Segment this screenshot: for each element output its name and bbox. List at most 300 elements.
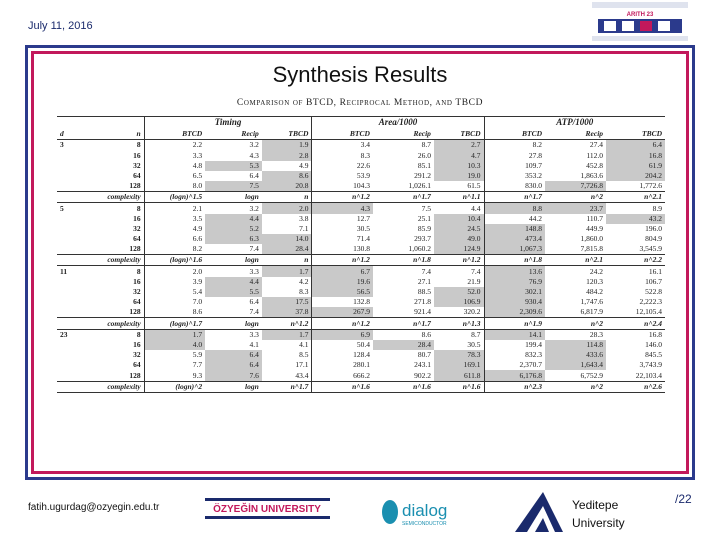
complexity-blank xyxy=(57,318,81,329)
value-cell: 267.9 xyxy=(312,307,373,318)
complexity-cell: (logn)^2 xyxy=(144,381,205,392)
value-cell: 88.5 xyxy=(417,287,431,296)
value-cell: 1,860.0 xyxy=(580,234,604,244)
n-cell: 8 xyxy=(136,203,141,213)
value-cell: 3.8 xyxy=(299,213,309,223)
value-cell: 124.9 xyxy=(434,244,484,255)
value-cell: 7,815.8 xyxy=(580,244,604,254)
complexity-cell: n^1.6 xyxy=(434,381,484,392)
value-cell: 1,026.1 xyxy=(408,181,431,191)
value-cell: 44.2 xyxy=(484,214,545,224)
value-cell: 2.2 xyxy=(144,140,205,151)
complexity-cell: n^2.3 xyxy=(484,381,545,392)
n-cell: 128 xyxy=(129,370,141,380)
value-cell: 24.5 xyxy=(434,224,484,234)
yeditepe-logo xyxy=(513,490,565,534)
n-cell: 64 xyxy=(133,297,141,307)
value-cell: 2,370.7 xyxy=(484,360,545,370)
corner-header xyxy=(57,117,144,130)
group-area: Area/1000 xyxy=(312,117,484,130)
value-cell: 8.6 xyxy=(262,171,312,181)
value-cell: 14.0 xyxy=(262,234,312,244)
complexity-cell: n^1.7 xyxy=(373,192,434,203)
value-cell: 1,643.4 xyxy=(545,360,606,370)
value-cell: 8.3 xyxy=(299,287,309,296)
value-cell: 2.7 xyxy=(434,140,484,151)
complexity-row xyxy=(57,255,665,266)
complexity-cell: n^1.8 xyxy=(373,255,434,266)
value-cell: 78.3 xyxy=(434,350,484,360)
value-cell: 291.2 xyxy=(414,170,431,180)
value-cell: 19.0 xyxy=(434,171,484,181)
value-cell: 8.7 xyxy=(471,329,481,339)
value-cell: 7,726.8 xyxy=(545,181,606,192)
depth-cell: 3 xyxy=(60,140,64,150)
column-header: Recip xyxy=(241,129,259,139)
value-cell: 16.1 xyxy=(648,266,662,276)
value-cell: 23.7 xyxy=(545,203,606,214)
value-cell: 2,309.6 xyxy=(484,307,545,318)
value-cell: 8.5 xyxy=(299,350,309,360)
table-row xyxy=(57,277,665,287)
depth-cell xyxy=(57,150,81,160)
value-cell: 1.7 xyxy=(262,329,312,340)
value-cell: 8.6 xyxy=(144,307,205,318)
value-cell: 37.8 xyxy=(262,307,312,318)
table-row xyxy=(57,340,665,350)
complexity-cell: n xyxy=(262,192,312,203)
value-cell: 27.8 xyxy=(484,150,545,160)
value-cell: 4.8 xyxy=(144,161,205,171)
complexity-cell: n^2.1 xyxy=(545,255,606,266)
table-row xyxy=(57,214,665,224)
complexity-cell: logn xyxy=(205,318,262,329)
value-cell: 666.2 xyxy=(312,370,373,381)
value-cell: 902.2 xyxy=(414,370,431,380)
complexity-cell: n^1.3 xyxy=(434,318,484,329)
value-cell: 6.4 xyxy=(249,297,259,307)
table-row xyxy=(57,181,665,192)
complexity-cell: n^2.6 xyxy=(606,381,665,392)
table-row xyxy=(57,140,665,151)
value-cell: 17.1 xyxy=(295,360,309,370)
depth-cell xyxy=(57,307,81,318)
value-cell: 4.4 xyxy=(205,277,262,287)
value-cell: 2,222.3 xyxy=(639,297,662,307)
value-cell: 146.0 xyxy=(645,339,662,349)
column-header: BTCD xyxy=(312,129,373,140)
table-caption: Comparison of BTCD, Reciprocal Method, and TBCD xyxy=(236,98,484,108)
complexity-cell: n^2 xyxy=(545,381,606,392)
value-cell: 3.2 xyxy=(249,140,259,150)
depth-cell xyxy=(57,234,81,244)
value-cell: 5.9 xyxy=(144,350,205,360)
value-cell: 112.0 xyxy=(586,150,604,160)
value-cell: 76.9 xyxy=(484,277,545,287)
value-cell: 16.8 xyxy=(648,329,662,339)
n-cell: 64 xyxy=(133,234,141,244)
table-row xyxy=(57,224,665,234)
value-cell: 110.7 xyxy=(586,213,604,223)
value-cell: 21.9 xyxy=(467,276,481,286)
value-cell: 104.3 xyxy=(312,181,373,192)
value-cell: 22,103.4 xyxy=(635,370,662,380)
table-row xyxy=(57,171,665,181)
table-row xyxy=(57,266,665,277)
value-cell: 3,545.9 xyxy=(639,244,662,254)
complexity-cell: n^1.2 xyxy=(312,255,373,266)
value-cell: 6,752.9 xyxy=(580,370,604,380)
author-email: fatih.ugurdag@ozyegin.edu.tr xyxy=(28,502,160,513)
value-cell: 452.8 xyxy=(586,160,604,170)
complexity-row xyxy=(57,381,665,392)
value-cell: 353.2 xyxy=(484,171,545,181)
value-cell: 28.4 xyxy=(262,244,312,255)
value-cell: 6.4 xyxy=(606,140,665,151)
depth-cell: 11 xyxy=(60,266,68,276)
depth-cell xyxy=(57,214,81,224)
page-number: /22 xyxy=(675,492,692,506)
value-cell: 6.3 xyxy=(205,234,262,244)
n-cell: 8 xyxy=(136,266,141,276)
value-cell: 930.4 xyxy=(484,297,545,307)
value-cell: 7.4 xyxy=(421,266,431,276)
value-cell: 8.6 xyxy=(421,329,431,339)
slide-date: July 11, 2016 xyxy=(28,20,93,32)
group-atp: ATP/1000 xyxy=(484,117,665,130)
value-cell: 845.5 xyxy=(645,350,662,360)
value-cell: 85.1 xyxy=(417,160,431,170)
value-cell: 3.2 xyxy=(249,203,259,213)
yeditepe-line2: University xyxy=(572,516,625,530)
column-header: BTCD xyxy=(484,129,545,140)
complexity-cell: (logn)^1.7 xyxy=(144,318,205,329)
value-cell: 8.9 xyxy=(652,203,662,213)
value-cell: 130.8 xyxy=(312,244,373,255)
value-cell: 13.6 xyxy=(484,266,545,277)
complexity-label: complexity xyxy=(81,192,144,203)
column-header: TBCD xyxy=(288,129,309,139)
depth-cell xyxy=(57,171,81,181)
complexity-cell: n^1.1 xyxy=(434,192,484,203)
table-row xyxy=(57,244,665,255)
value-cell: 2.0 xyxy=(144,266,205,277)
value-cell: 12.7 xyxy=(312,214,373,224)
value-cell: 7.5 xyxy=(421,203,431,213)
value-cell: 1,863.6 xyxy=(580,170,604,180)
value-cell: 148.8 xyxy=(484,224,545,234)
value-cell: 1,060.2 xyxy=(408,244,431,254)
complexity-cell: n^1.2 xyxy=(312,192,373,203)
slide-title: Synthesis Results xyxy=(272,62,448,87)
n-cell: 64 xyxy=(133,170,141,180)
table-row xyxy=(57,203,665,214)
value-cell: 196.0 xyxy=(645,223,662,233)
value-cell: 6.5 xyxy=(144,171,205,181)
value-cell: 2.0 xyxy=(262,203,312,214)
yeditepe-text xyxy=(572,496,625,532)
n-cell: 32 xyxy=(133,287,141,296)
table-row xyxy=(57,370,665,381)
complexity-cell: n^2 xyxy=(545,318,606,329)
value-cell: 114.8 xyxy=(545,340,606,350)
n-cell: 8 xyxy=(136,329,141,339)
value-cell: 25.1 xyxy=(417,213,431,223)
value-cell: 6,176.8 xyxy=(484,370,545,381)
value-cell: 4.3 xyxy=(312,203,373,214)
value-cell: 61.9 xyxy=(606,161,665,171)
yeditepe-line1: Yeditepe xyxy=(572,498,619,512)
value-cell: 50.4 xyxy=(312,340,373,350)
depth-cell xyxy=(57,277,81,287)
value-cell: 4.9 xyxy=(299,160,309,170)
table-row xyxy=(57,161,665,171)
depth-cell xyxy=(57,360,81,370)
ozyegin-university-logo xyxy=(205,494,330,530)
n-cell: 32 xyxy=(133,350,141,360)
column-header: d xyxy=(60,129,64,139)
synthesis-table-container xyxy=(57,116,665,393)
value-cell: 24.2 xyxy=(589,266,604,276)
value-cell: 4.0 xyxy=(144,340,205,350)
value-cell: 10.3 xyxy=(434,161,484,171)
table-row xyxy=(57,329,665,340)
n-cell: 16 xyxy=(133,213,141,223)
column-header: Recip xyxy=(585,129,604,139)
value-cell: 43.4 xyxy=(295,370,309,380)
value-cell: 832.3 xyxy=(484,350,545,360)
complexity-label: complexity xyxy=(81,318,144,329)
value-cell: 28.3 xyxy=(589,329,604,339)
depth-cell xyxy=(57,340,81,350)
value-cell: 7.4 xyxy=(249,307,259,317)
value-cell: 1.9 xyxy=(262,140,312,151)
depth-cell xyxy=(57,370,81,381)
complexity-row xyxy=(57,192,665,203)
value-cell: 5.4 xyxy=(144,287,205,297)
value-cell: 7.4 xyxy=(249,244,259,254)
complexity-cell: n^1.8 xyxy=(484,255,545,266)
table-row xyxy=(57,234,665,244)
value-cell: 8.7 xyxy=(421,140,431,150)
value-cell: 56.5 xyxy=(312,287,373,297)
group-timing: Timing xyxy=(144,117,312,130)
value-cell: 61.5 xyxy=(467,181,481,191)
value-cell: 2.8 xyxy=(262,150,312,160)
value-cell: 43.2 xyxy=(606,214,665,224)
value-cell: 3,743.9 xyxy=(639,360,662,370)
value-cell: 611.8 xyxy=(434,370,484,381)
n-cell: 16 xyxy=(133,276,141,286)
dialog-logo-text: dialog xyxy=(402,501,448,520)
complexity-cell: logn xyxy=(205,381,262,392)
complexity-blank xyxy=(57,192,81,203)
value-cell: 22.6 xyxy=(312,161,373,171)
value-cell: 5.2 xyxy=(205,224,262,234)
value-cell: 4.4 xyxy=(205,214,262,224)
value-cell: 243.1 xyxy=(414,360,431,370)
complexity-cell: n^1.2 xyxy=(312,318,373,329)
value-cell: 4.2 xyxy=(299,276,309,286)
n-cell: 128 xyxy=(129,307,141,317)
value-cell: 7.0 xyxy=(144,297,205,307)
value-cell: 3.3 xyxy=(249,329,259,339)
value-cell: 9.3 xyxy=(144,370,205,381)
value-cell: 27.4 xyxy=(589,140,604,150)
value-cell: 8.2 xyxy=(484,140,545,151)
value-cell: 106.7 xyxy=(645,276,662,286)
dialog-logo-subtext: SEMICONDUCTOR xyxy=(402,521,447,527)
complexity-cell: n xyxy=(262,255,312,266)
depth-cell xyxy=(57,244,81,255)
value-cell: 7.4 xyxy=(471,266,481,276)
complexity-cell: logn xyxy=(205,255,262,266)
value-cell: 169.1 xyxy=(434,360,484,370)
value-cell: 5.5 xyxy=(205,287,262,297)
table-row xyxy=(57,360,665,370)
value-cell: 128.4 xyxy=(312,350,373,360)
value-cell: 14.1 xyxy=(484,329,545,340)
n-cell: 64 xyxy=(133,360,141,370)
complexity-cell: n^1.2 xyxy=(262,318,312,329)
value-cell: 7.5 xyxy=(205,181,262,192)
column-header: Recip xyxy=(413,129,431,139)
complexity-cell: n^2.2 xyxy=(606,255,665,266)
value-cell: 28.4 xyxy=(373,340,434,350)
value-cell: 106.9 xyxy=(434,297,484,307)
value-cell: 320.2 xyxy=(463,307,481,317)
value-cell: 7.7 xyxy=(144,360,205,370)
value-cell: 280.1 xyxy=(312,360,373,370)
column-header: BTCD xyxy=(144,129,205,140)
n-cell: 128 xyxy=(129,181,141,191)
value-cell: 1.7 xyxy=(144,329,205,340)
value-cell: 199.4 xyxy=(484,340,545,350)
synthesis-results-table xyxy=(57,116,665,393)
value-cell: 8.8 xyxy=(484,203,545,214)
table-row xyxy=(57,150,665,160)
value-cell: 3.9 xyxy=(144,277,205,287)
n-cell: 8 xyxy=(136,140,141,150)
value-cell: 2.1 xyxy=(144,203,205,214)
complexity-cell: n^1.6 xyxy=(373,381,434,392)
value-cell: 8.3 xyxy=(312,150,373,160)
depth-cell xyxy=(57,350,81,360)
complexity-cell: (logn)^1.5 xyxy=(144,192,205,203)
n-cell: 32 xyxy=(133,160,141,170)
value-cell: 6.6 xyxy=(144,234,205,244)
value-cell: 1,772.6 xyxy=(639,181,662,191)
value-cell: 1,747.6 xyxy=(580,297,604,307)
value-cell: 5.3 xyxy=(205,161,262,171)
value-cell: 3.5 xyxy=(144,214,205,224)
value-cell: 6.4 xyxy=(205,350,262,360)
value-cell: 1,067.3 xyxy=(484,244,545,255)
value-cell: 52.0 xyxy=(434,287,484,297)
value-cell: 26.0 xyxy=(417,150,431,160)
depth-cell: 5 xyxy=(60,203,64,213)
value-cell: 271.8 xyxy=(414,297,431,307)
n-cell: 16 xyxy=(133,339,141,349)
value-cell: 30.5 xyxy=(467,339,481,349)
depth-cell xyxy=(57,287,81,297)
value-cell: 20.8 xyxy=(262,181,312,192)
value-cell: 8.2 xyxy=(144,244,205,255)
value-cell: 473.4 xyxy=(484,234,545,244)
complexity-cell: n^1.7 xyxy=(262,381,312,392)
complexity-cell: n^2 xyxy=(545,192,606,203)
value-cell: 4.4 xyxy=(471,203,481,213)
value-cell: 830.0 xyxy=(484,181,545,192)
value-cell: 1.7 xyxy=(262,266,312,277)
value-cell: 449.9 xyxy=(586,223,604,233)
complexity-blank xyxy=(57,381,81,392)
column-header: TBCD xyxy=(641,129,662,139)
value-cell: 293.7 xyxy=(414,234,431,244)
column-header: TBCD xyxy=(460,129,481,139)
value-cell: 8.0 xyxy=(144,181,205,192)
table-row xyxy=(57,307,665,318)
arith-label: ARITH 23 xyxy=(626,12,654,18)
complexity-cell: n^2.1 xyxy=(606,192,665,203)
value-cell: 3.3 xyxy=(249,266,259,276)
value-cell: 4.1 xyxy=(249,339,259,349)
value-cell: 804.9 xyxy=(645,234,662,244)
value-cell: 85.9 xyxy=(417,223,431,233)
value-cell: 27.1 xyxy=(417,276,431,286)
complexity-row xyxy=(57,318,665,329)
value-cell: 49.0 xyxy=(434,234,484,244)
value-cell: 53.9 xyxy=(312,171,373,181)
value-cell: 80.7 xyxy=(417,350,431,360)
value-cell: 120.3 xyxy=(586,276,604,286)
value-cell: 3.4 xyxy=(312,140,373,151)
column-header: n xyxy=(136,129,141,139)
value-cell: 522.8 xyxy=(645,287,662,296)
value-cell: 484.2 xyxy=(586,287,604,296)
value-cell: 4.1 xyxy=(299,339,309,349)
n-cell: 16 xyxy=(133,150,141,160)
value-cell: 6,817.9 xyxy=(580,307,604,317)
depth-cell xyxy=(57,181,81,192)
value-cell: 204.2 xyxy=(606,171,665,181)
complexity-cell: (logn)^1.6 xyxy=(144,255,205,266)
value-cell: 30.5 xyxy=(312,224,373,234)
value-cell: 12,105.4 xyxy=(635,307,662,317)
value-cell: 7.1 xyxy=(299,223,309,233)
value-cell: 6.4 xyxy=(249,170,259,180)
table-row xyxy=(57,350,665,360)
depth-cell xyxy=(57,161,81,171)
value-cell: 6.4 xyxy=(205,360,262,370)
table-row xyxy=(57,297,665,307)
value-cell: 433.6 xyxy=(545,350,606,360)
value-cell: 6.7 xyxy=(312,266,373,277)
complexity-label: complexity xyxy=(81,381,144,392)
value-cell: 132.8 xyxy=(312,297,373,307)
arith-conference-logo xyxy=(590,0,690,44)
value-cell: 10.4 xyxy=(434,214,484,224)
table-row xyxy=(57,287,665,297)
value-cell: 6.9 xyxy=(312,329,373,340)
depth-cell: 23 xyxy=(60,329,68,339)
complexity-cell: logn xyxy=(205,192,262,203)
complexity-blank xyxy=(57,255,81,266)
complexity-cell: n^1.9 xyxy=(484,318,545,329)
n-cell: 128 xyxy=(129,244,141,254)
complexity-cell: n^1.7 xyxy=(484,192,545,203)
ozyegin-logo-text: ÖZYEĞİN UNIVERSITY xyxy=(213,504,321,515)
